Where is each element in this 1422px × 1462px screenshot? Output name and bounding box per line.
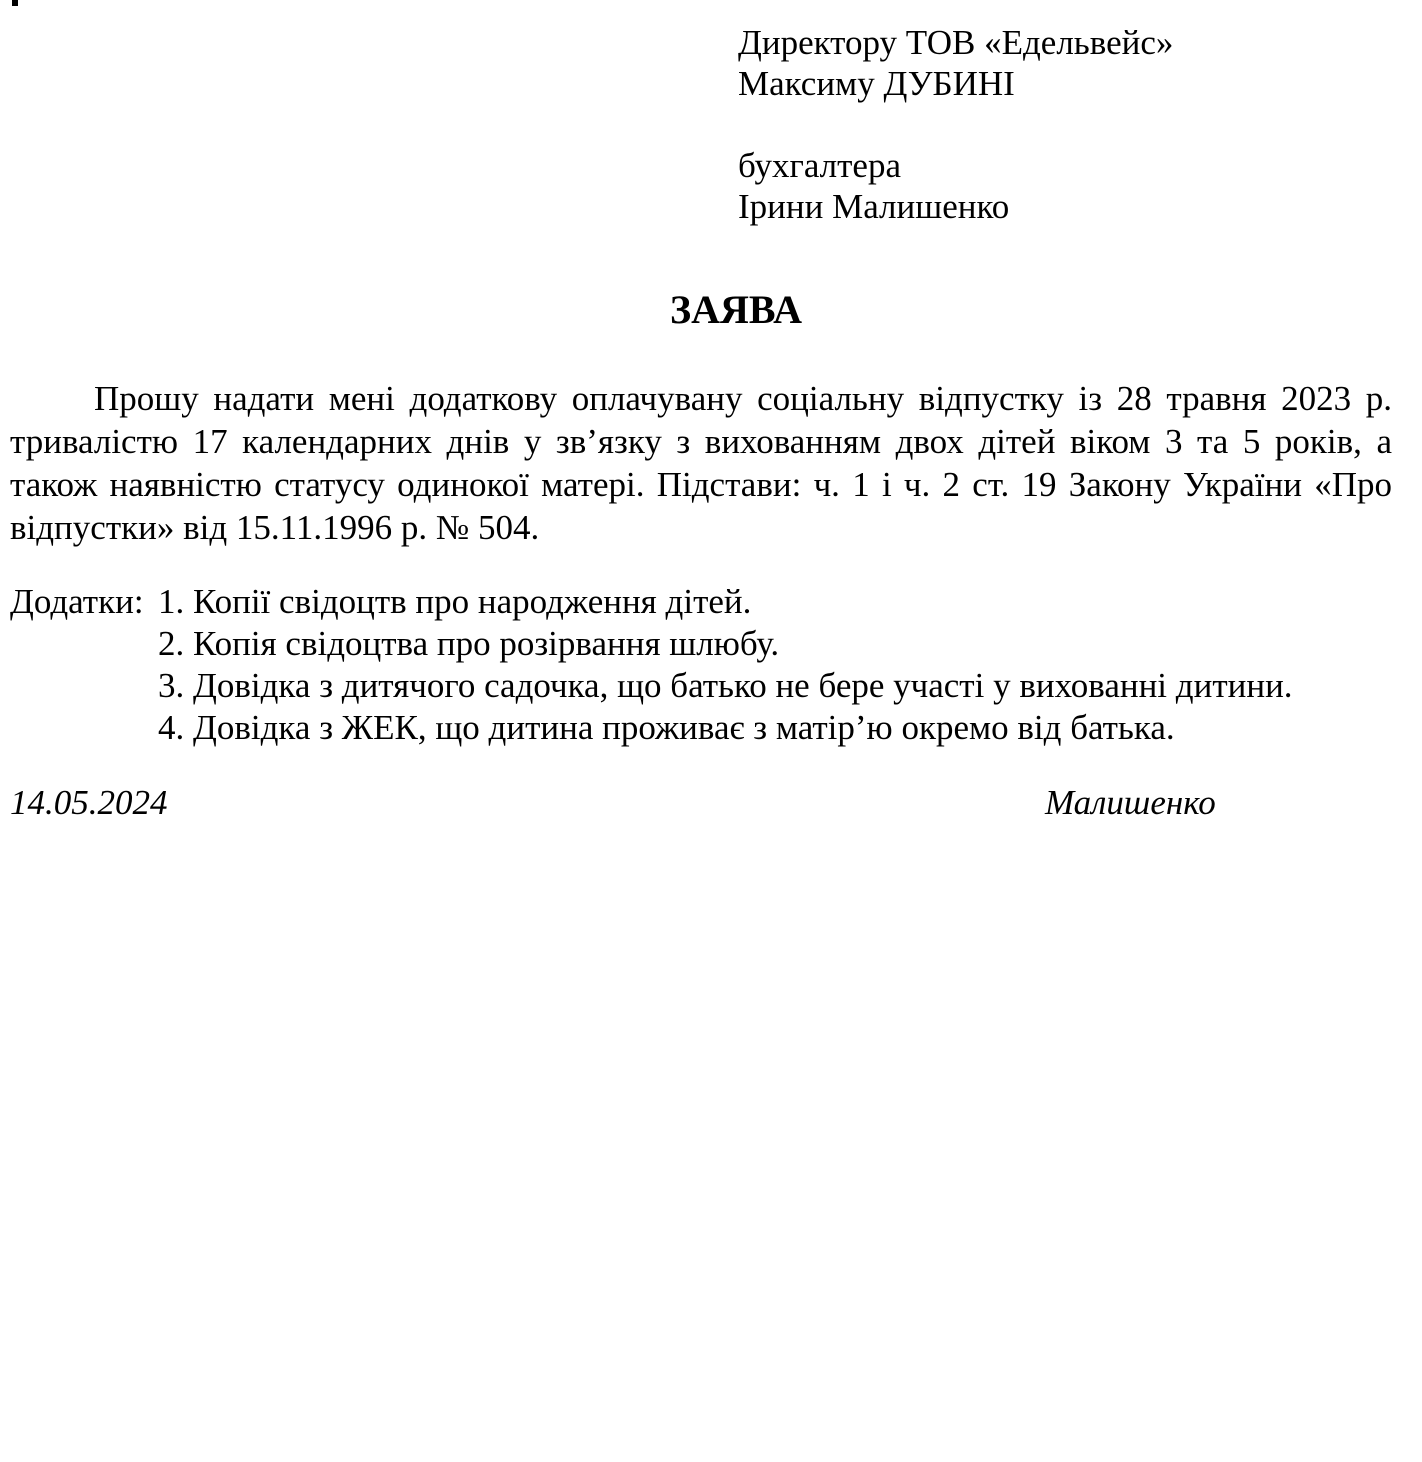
signature-name: Малишенко	[1045, 783, 1216, 822]
addressee-title-line: Директору ТОВ «Едельвейс»	[738, 23, 1174, 62]
header-spacer	[738, 104, 1422, 145]
attachments-section	[0, 581, 1392, 749]
sender-name-line: Ірини Малишенко	[738, 187, 1010, 226]
attachment-item-1: 1. Копії свідоцтв про народження дітей.	[158, 582, 752, 621]
attachments-label: Додатки:	[10, 582, 144, 621]
attachments-list	[158, 581, 1392, 749]
sender-position-line: бухгалтера	[738, 146, 902, 185]
document-header	[738, 0, 1422, 227]
document-footer	[0, 782, 1422, 824]
document-title: ЗАЯВА	[670, 287, 802, 332]
attachment-item-3: 3. Довідка з дитячого садочка, що батько не бере участі у вихованні дитини.	[158, 666, 1293, 705]
corner-artifact-mark	[12, 0, 18, 6]
request-paragraph: Прошу надати мені додаткову оплачувану соціальну відпустку із 28 травня 2023 р. тривалістю 17 календарних днів у зв’язку з вихованням двох дітей віком 3 та 5 років, а також наявністю статусу одинокої матері. Підстави: ч. 1 і ч. 2 ст. 19 Закону України «Про відпустки» від 15.11.1996 р. № 504.	[10, 379, 1392, 547]
addressee-name-line: Максиму ДУБИНІ	[738, 64, 1015, 103]
document-date: 14.05.2024	[10, 783, 168, 822]
attachment-item-4: 4. Довідка з ЖЕК, що дитина проживає з матір’ю окремо від батька.	[158, 708, 1175, 747]
attachment-item-2: 2. Копія свідоцтва про розірвання шлюбу.	[158, 624, 780, 663]
